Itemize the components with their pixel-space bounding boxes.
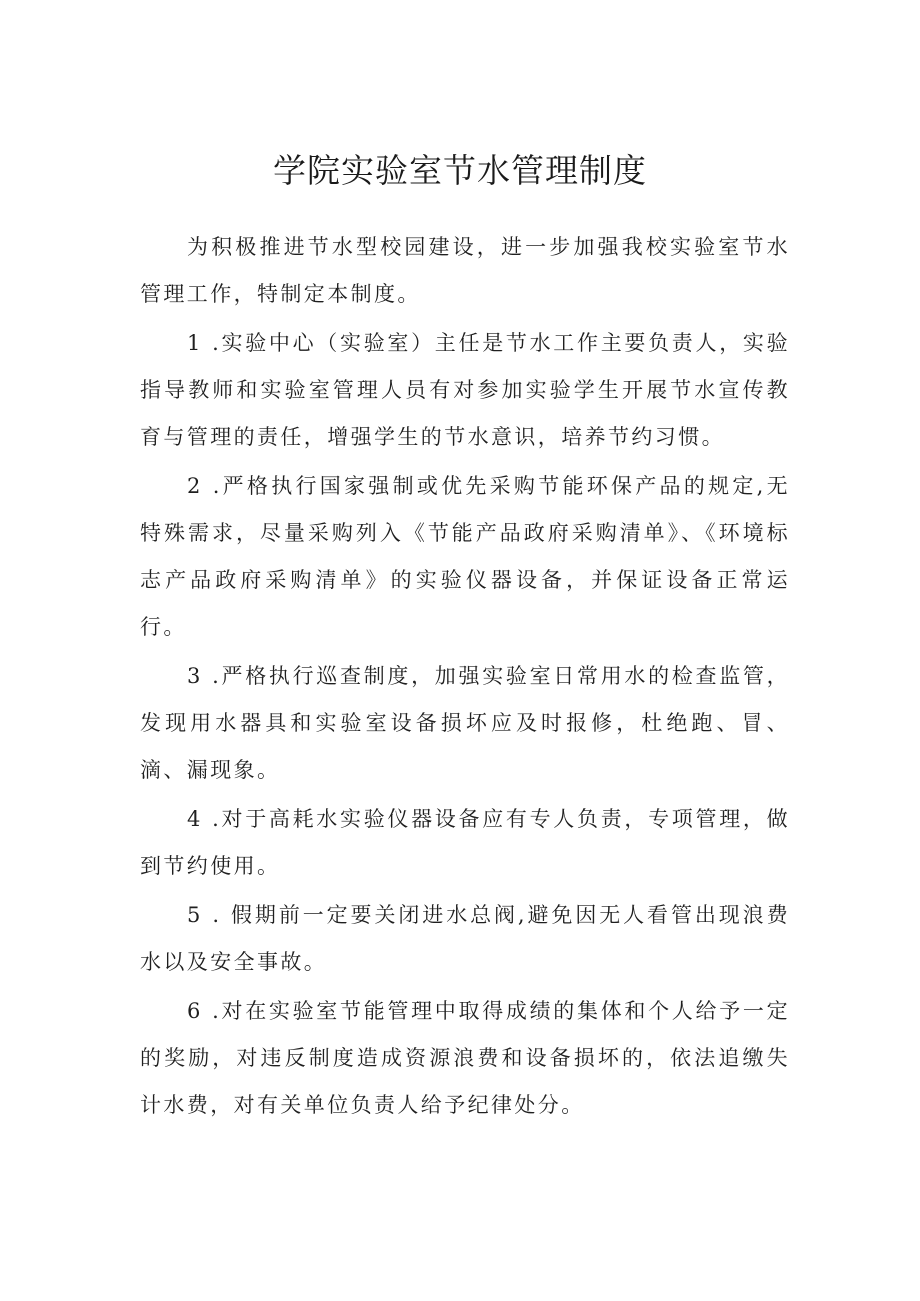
paragraph-item-5: 5 . 假期前一定要关闭进水总阀,避免因无人看管出现浪费水以及安全事故。 (140, 903, 790, 974)
paragraph-item-6: 6 .对在实验室节能管理中取得成绩的集体和个人给予一定的奖励，对违反制度造成资源浪费和设备损坏的，依法追缴失计水费，对有关单位负责人给予纪律处分。 (140, 999, 790, 1117)
paragraph-item-3: 3 .严格执行巡查制度，加强实验室日常用水的检查监管，发现用水器具和实验室设备损坏应及时报修，杜绝跑、冒、滴、漏现象。 (140, 664, 790, 782)
document-title: 学院实验室节水管理制度 (273, 151, 647, 190)
paragraph-item-1: 1 .实验中心（实验室）主任是节水工作主要负责人，实验指导教师和实验室管理人员有对参加实验学生开展节水宣传教育与管理的责任，增强学生的节水意识，培养节约习惯。 (140, 331, 790, 449)
document-body (140, 224, 790, 1131)
paragraph-intro: 为积极推进节水型校园建设，进一步加强我校实验室节水管理工作，特制定本制度。 (140, 235, 790, 306)
paragraph-item-2: 2 .严格执行国家强制或优先采购节能环保产品的规定,无特殊需求，尽量采购列入《节能产品政府采购清单》、《环境标志产品政府采购清单》的实验仪器设备，并保证设备正常运行。 (140, 474, 790, 639)
paragraph-item-4: 4 .对于高耗水实验仪器设备应有专人负责，专项管理，做到节约使用。 (140, 807, 790, 878)
